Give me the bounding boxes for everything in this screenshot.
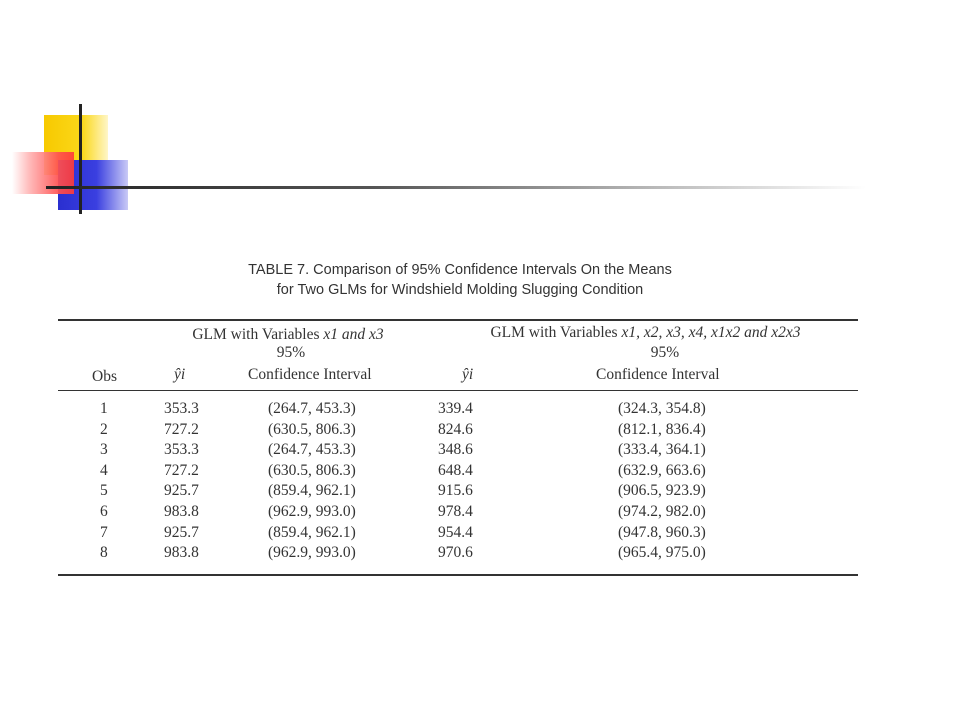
cell-ci-right: (906.5, 923.9) [618,482,706,500]
cell-yhat-right: 978.4 [438,502,473,520]
table-row [58,544,858,565]
cell-yhat-left: 727.2 [164,461,199,479]
cell-obs: 3 [100,441,108,459]
left-group-header [168,326,408,344]
table-caption-line-2: for Two GLMs for Windshield Molding Slugging Condition [276,282,644,298]
cell-yhat-right: 648.4 [438,461,473,479]
cell-ci-left: (264.7, 453.3) [268,441,356,459]
cell-ci-right: (947.8, 960.3) [618,523,706,541]
col-header-yhat-left: ŷi [174,366,186,383]
cell-obs: 7 [100,523,108,541]
table-bottom-rule [58,574,858,576]
right-group-vars: x1, x2, x3, x4, x1x2 and x2x3 [621,324,801,341]
cell-yhat-right: 915.6 [438,482,473,500]
left-group-vars: x1 and x3 [323,326,384,343]
cell-ci-left: (630.5, 806.3) [268,420,356,438]
table-top-rule [58,319,858,321]
cell-ci-left: (630.5, 806.3) [268,461,356,479]
left-group-percent: 95% [276,344,306,361]
cell-obs: 8 [100,544,108,562]
cell-ci-left: (962.9, 993.0) [268,544,356,562]
left-group-prefix: GLM with Variables [192,326,324,343]
cell-yhat-right: 348.6 [438,441,473,459]
cell-yhat-left: 983.8 [164,544,199,562]
right-group-header [443,324,848,342]
cell-obs: 6 [100,502,108,520]
cell-yhat-right: 954.4 [438,523,473,541]
cell-yhat-left: 353.3 [164,400,199,417]
col-header-ci-right: Confidence Interval [596,366,720,383]
cell-ci-right: (333.4, 364.1) [618,441,706,459]
table-row [58,400,858,421]
cell-yhat-right: 339.4 [438,400,473,417]
decor-vertical-line [79,104,82,214]
cell-ci-right: (974.2, 982.0) [618,502,706,520]
right-group-percent: 95% [650,344,680,361]
table-header-rule [58,390,858,391]
cell-ci-right: (324.3, 354.8) [618,400,706,417]
cell-obs: 4 [100,461,108,479]
cell-yhat-left: 925.7 [164,482,199,500]
cell-ci-left: (264.7, 453.3) [268,400,356,417]
col-header-ci-left: Confidence Interval [248,366,372,383]
cell-obs: 5 [100,482,108,500]
cell-yhat-right: 970.6 [438,544,473,562]
cell-ci-right: (632.9, 663.6) [618,461,706,479]
table-row [58,503,858,524]
cell-yhat-left: 727.2 [164,420,199,438]
cell-yhat-left: 353.3 [164,441,199,459]
cell-ci-left: (962.9, 993.0) [268,502,356,520]
col-header-yhat-right: ŷi [462,366,474,383]
table-row [58,482,858,503]
table-row [58,421,858,442]
table-row [58,462,858,483]
table-body [58,400,858,565]
right-group-prefix: GLM with Variables [490,324,622,341]
cell-ci-right: (812.1, 836.4) [618,420,706,438]
results-table [58,258,858,578]
cell-yhat-left: 925.7 [164,523,199,541]
table-row [58,524,858,545]
cell-obs: 2 [100,420,108,438]
cell-ci-left: (859.4, 962.1) [268,482,356,500]
cell-yhat-right: 824.6 [438,420,473,438]
cell-ci-left: (859.4, 962.1) [268,523,356,541]
table-row [58,441,858,462]
cell-ci-right: (965.4, 975.0) [618,544,706,562]
cell-obs: 1 [100,400,108,417]
cell-yhat-left: 983.8 [164,502,199,520]
table-caption-line-1: TABLE 7. Comparison of 95% Confidence Intervals On the Means [248,262,672,278]
col-header-obs: Obs [92,368,117,385]
decor-horizontal-line [46,186,866,189]
